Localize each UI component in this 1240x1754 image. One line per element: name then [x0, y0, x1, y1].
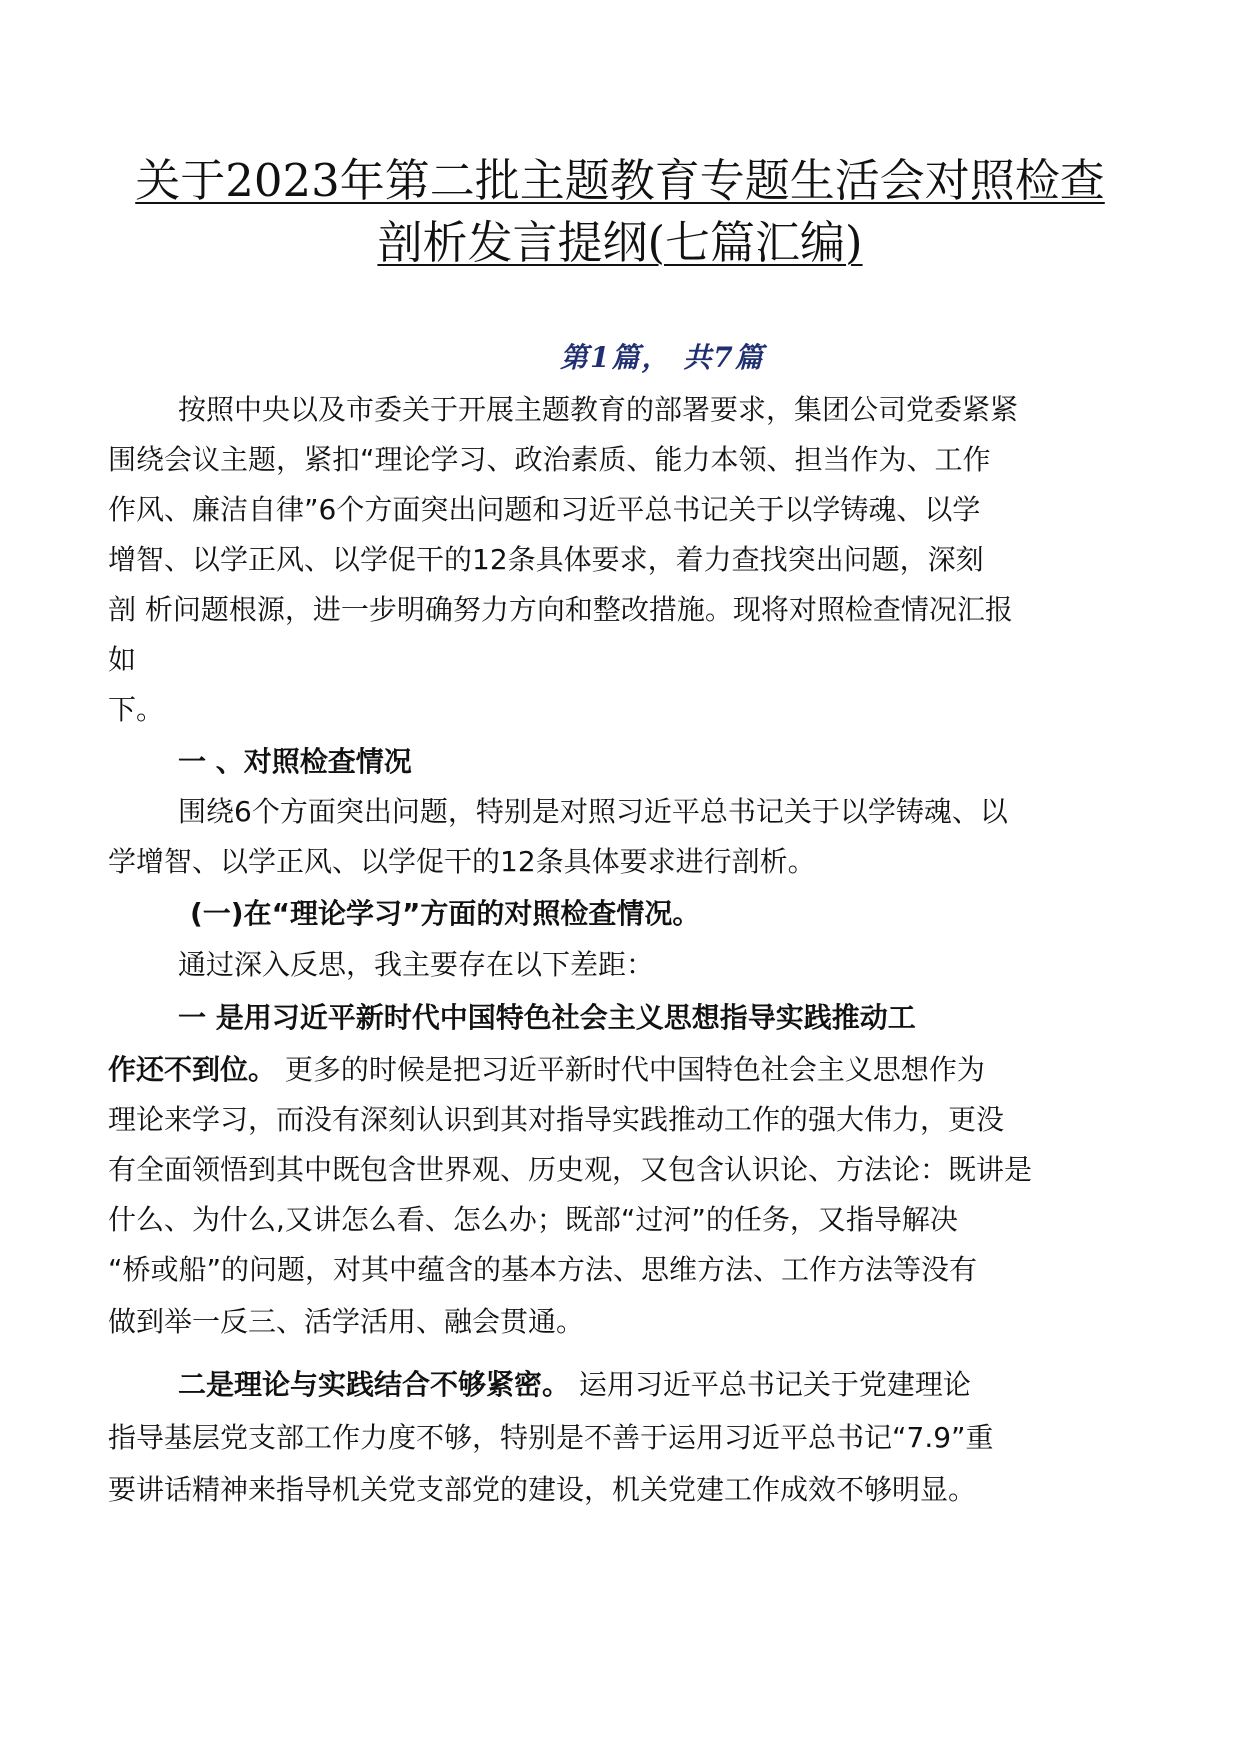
document-title [90, 150, 1150, 274]
point-1-line-4: 有全面领悟到其中既包含世界观、历史观，又包含认识论、方法论：既讲是 [108, 1153, 1033, 1186]
point-1-line-3: 理论来学习，而没有深刻认识到其对指导实践推动工作的强大伟力，更没 [108, 1103, 1005, 1136]
title-line-1: 关于2023年第二批主题教育专题生活会对照检查 [135, 154, 1105, 207]
point-2-line-3: 要讲话精神来指导机关党支部党的建设，机关党建工作成效不够明显。 [108, 1473, 977, 1506]
intro-line-4: 增智、以学正风、以学促干的12条具体要求，着力查找突出问题，深刻 [108, 543, 984, 576]
point-1-text-start: 更多的时候是把习近平新时代中国特色社会主义思想作为 [276, 1053, 985, 1086]
point-2-line-1 [178, 1365, 971, 1405]
intro-line-6: 如 [108, 643, 137, 676]
point-1-line-5: 什么、为什么,又讲怎么看、怎么办；既部“过河”的任务，又指导解决 [108, 1203, 958, 1236]
point-1-line-7: 做到举一反三、活学活用、融会贯通。 [108, 1305, 585, 1338]
section-heading: 一 、对照检查情况 [178, 745, 412, 778]
intro-line-5: 剖 析问题根源，进一步明确努力方向和整改措施。现将对照检查情况汇报 [108, 593, 1013, 626]
point-2-text-start: 运用习近平总书记关于党建理论 [570, 1368, 971, 1401]
point-2-line-2: 指导基层党支部工作力度不够，特别是不善于运用习近平总书记“7.9”重 [108, 1421, 994, 1454]
section-paragraph-line-2: 学增智、以学正风、以学促干的12条具体要求进行剖析。 [108, 845, 816, 878]
title-line-2: 剖析发言提纲(七篇汇编) [377, 216, 863, 269]
section-paragraph-line-1: 围绕6个方面突出问题，特别是对照习近平总书记关于以学铸魂、以 [178, 795, 1008, 828]
point-1-heading: 一 是用习近平新时代中国特色社会主义思想指导实践推动工 [178, 1001, 916, 1034]
point-1-line-6: “桥或船”的问题，对其中蕴含的基本方法、思维方法、工作方法等没有 [108, 1253, 978, 1286]
intro-line-2: 围绕会议主题，紧扣“理论学习、政治素质、能力本领、担当作为、工作 [108, 443, 991, 476]
intro-line-3: 作风、廉洁自律”6个方面突出问题和习近平总书记关于以学铸魂、以学 [108, 493, 981, 526]
point-1-heading-end: 作还不到位。 [108, 1053, 277, 1086]
point-1-line-2 [108, 1050, 985, 1090]
intro-line-7: 下。 [108, 693, 165, 726]
point-2-heading: 二是理论与实践结合不够紧密。 [178, 1368, 571, 1401]
part-indicator: 第1篇， 共7篇 [560, 341, 765, 374]
gaps-intro: 通过深入反思，我主要存在以下差距： [178, 948, 655, 981]
intro-line-1: 按照中央以及市委关于开展主题教育的部署要求，集团公司党委紧紧 [178, 393, 1019, 426]
subsection-heading: (一)在“理论学习”方面的对照检查情况。 [190, 897, 701, 930]
